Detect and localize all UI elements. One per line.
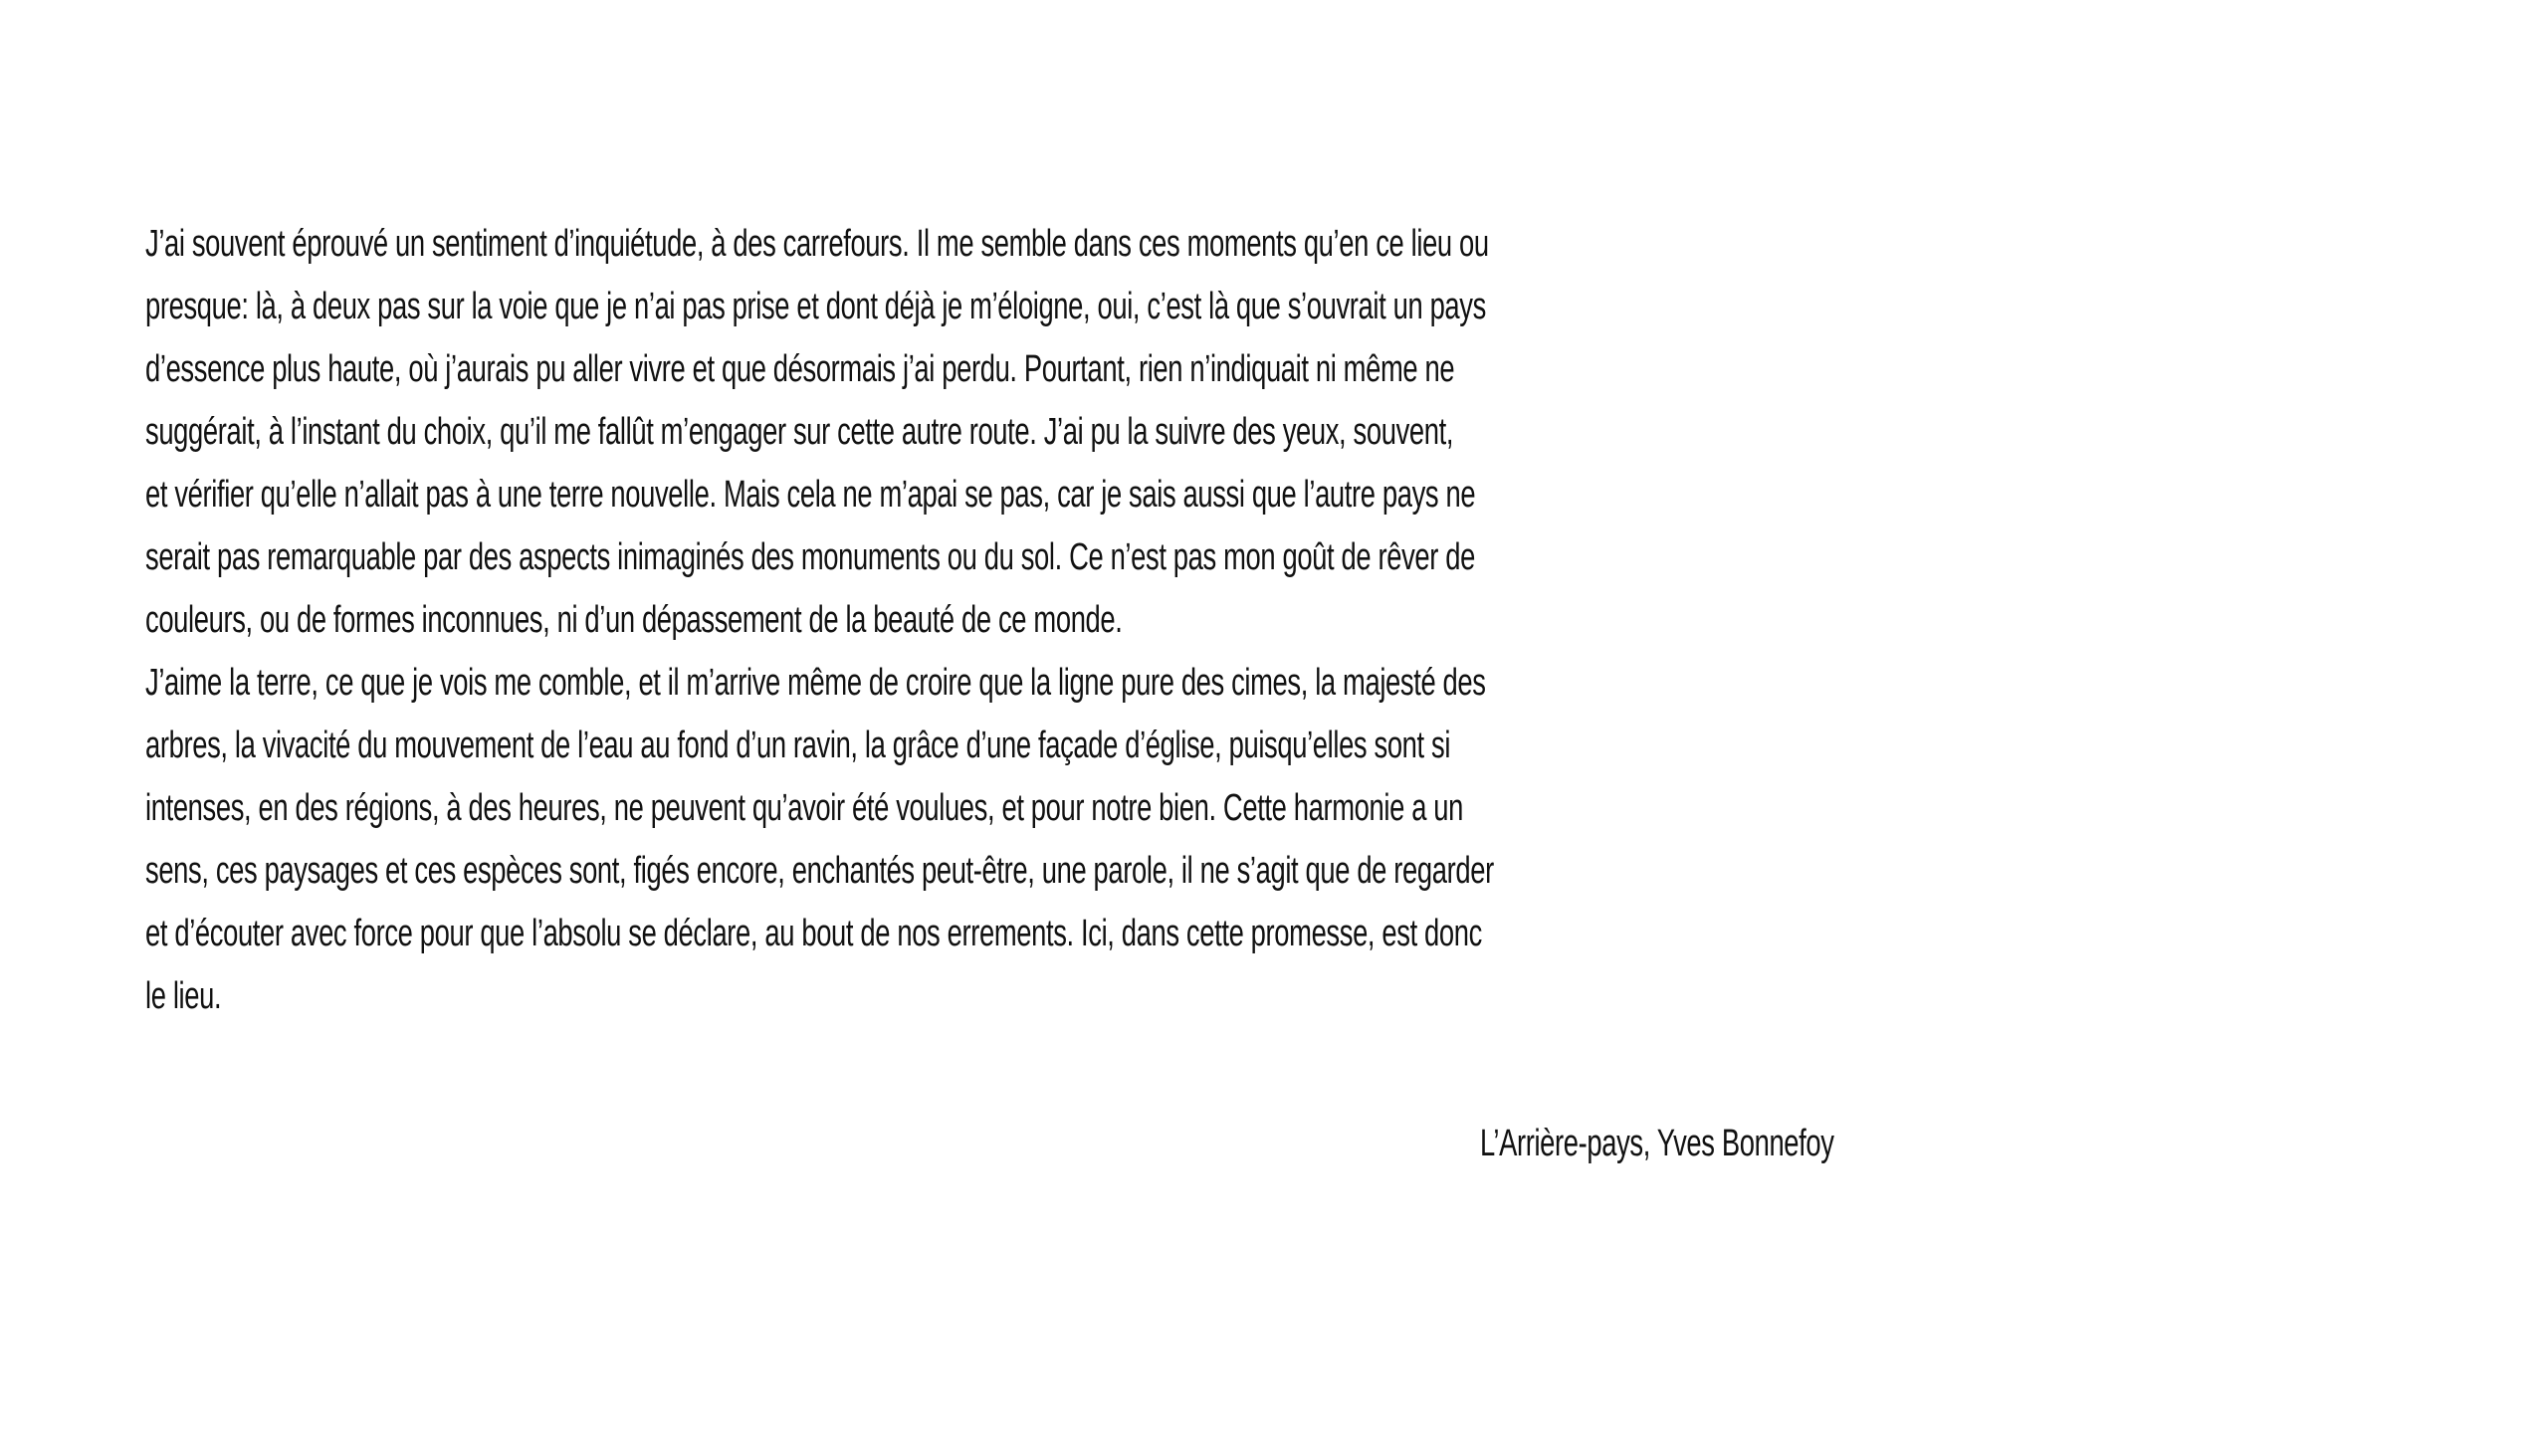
- paragraph-2: [145, 652, 1494, 1028]
- text-line: le lieu.: [145, 975, 222, 1017]
- text-line: serait pas remarquable par des aspects inimaginés des monuments ou du sol. Ce n’est pas mon goût de rêver de: [145, 536, 1475, 578]
- quote-passage: [145, 213, 1494, 1028]
- text-line: couleurs, ou de formes inconnues, ni d’un dépassement de la beauté de ce monde.: [145, 599, 1123, 641]
- text-line: intenses, en des régions, à des heures, ne peuvent qu’avoir été voulues, et pour notre bien. Cette harmonie a un: [145, 787, 1464, 829]
- text-line: d’essence plus haute, où j’aurais pu aller vivre et que désormais j’ai perdu. Pourtant, rien n’indiquait ni même ne: [145, 348, 1455, 390]
- text-line: sens, ces paysages et ces espèces sont, figés encore, enchantés peut-être, une parole, il ne s’agit que de regarder: [145, 850, 1494, 892]
- text-line: J’aime la terre, ce que je vois me comble, et il m’arrive même de croire que la ligne pure des cimes, la majesté des: [145, 662, 1486, 704]
- text-line: arbres, la vivacité du mouvement de l’eau au fond d’un ravin, la grâce d’une façade d’église, puisqu’elles sont si: [145, 725, 1451, 766]
- text-line: et d’écouter avec force pour que l’absolu se déclare, au bout de nos errements. Ici, dans cette promesse, est donc: [145, 913, 1482, 954]
- text-line: J’ai souvent éprouvé un sentiment d’inquiétude, à des carrefours. Il me semble dans ces moments qu’en ce lieu ou: [145, 223, 1489, 265]
- text-line: suggérait, à l’instant du choix, qu’il me fallût m’engager sur cette autre route. J’ai pu la suivre des yeux, souvent,: [145, 411, 1454, 453]
- text-line: presque: là, à deux pas sur la voie que je n’ai pas prise et dont déjà je m’éloigne, oui, c’est là que s’ouvrait un pays: [145, 286, 1486, 327]
- paragraph-1: [145, 213, 1489, 652]
- text-line: et vérifier qu’elle n’allait pas à une terre nouvelle. Mais cela ne m’apai se pas, car je sais aussi que l’autre pays ne: [145, 474, 1476, 516]
- attribution: L’Arrière-pays, Yves Bonnefoy: [1480, 1123, 1834, 1164]
